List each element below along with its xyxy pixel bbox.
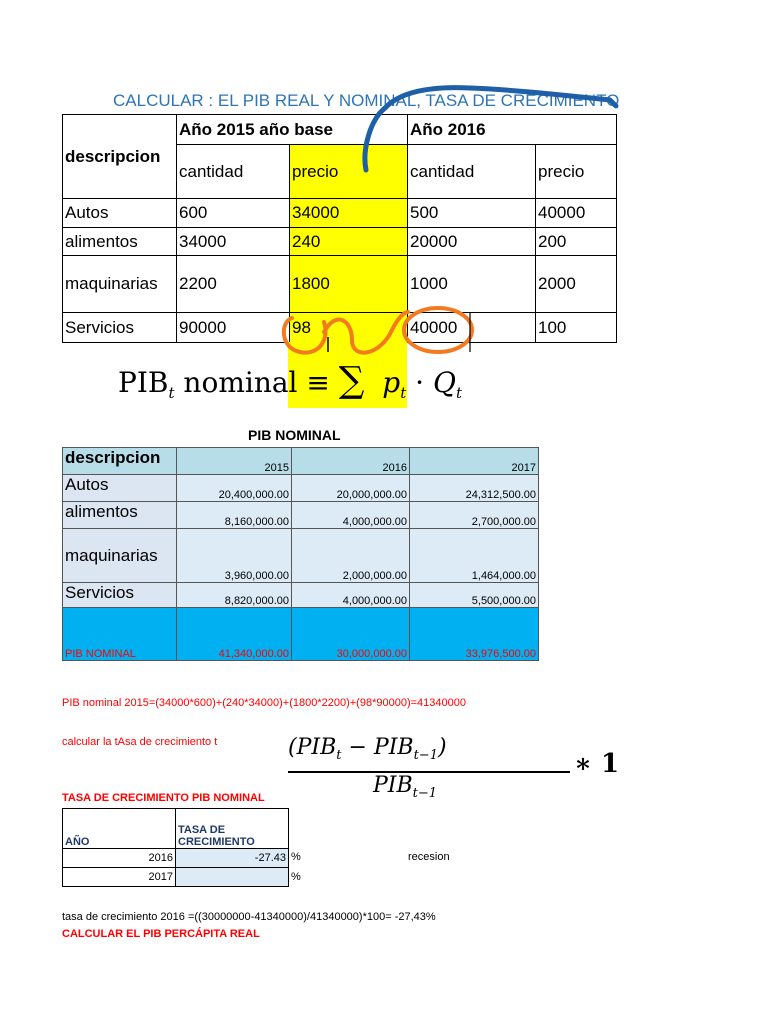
cell: 2,000,000.00 (292, 529, 410, 583)
total-label: PIB NOMINAL (63, 608, 177, 661)
cell: 2200 (177, 256, 290, 313)
formula-nominal: nominal (183, 366, 298, 399)
pib-2015-calculation: PIB nominal 2015=(34000*600)+(240*34000)+(1800*2200)+(98*90000)=41340000 (62, 697, 466, 709)
sub-t1: t−1 (412, 786, 438, 801)
recesion-label: recesion (408, 851, 450, 863)
header-year: 2015 (177, 448, 292, 475)
pib-nominal-title: PIB NOMINAL (248, 427, 341, 443)
table-row (63, 502, 539, 529)
total-row (63, 608, 539, 661)
formula-q: Q (432, 366, 456, 399)
growth-rate-formula (288, 735, 628, 805)
calc-tasa-label: calcular la tAsa de crecimiento t (62, 736, 218, 748)
num-pib: (PIB (288, 735, 337, 760)
formula-pib: PIB (118, 366, 169, 399)
pib-nominal-table (62, 447, 539, 661)
formula-sub-t: t (455, 384, 462, 402)
row-label: alimentos (63, 228, 177, 256)
formula-sub-t: t (400, 384, 407, 402)
cell: 2,700,000.00 (410, 502, 539, 529)
table-row (63, 868, 289, 887)
formula-numerator (288, 735, 447, 763)
cell: 240 (290, 228, 408, 256)
cell: 8,160,000.00 (177, 502, 292, 529)
year-cell: 2016 (63, 849, 176, 868)
year-cell: 2017 (63, 868, 176, 887)
rate-cell (176, 868, 289, 887)
row-label: maquinarias (63, 256, 177, 313)
blue-pen-stroke (365, 88, 616, 170)
sub-t1: t−1 (413, 748, 438, 763)
row-label: Servicios (63, 583, 177, 608)
sub-cantidad-2016: cantidad (408, 145, 536, 199)
cell: 40000 (408, 313, 536, 343)
cell: 2000 (536, 256, 617, 313)
cell: 4,000,000.00 (292, 502, 410, 529)
formula-sum: ∑ (338, 360, 365, 401)
formula-equiv: ≡ (306, 366, 330, 399)
cell: 3,960,000.00 (177, 529, 292, 583)
page-title: CALCULAR : EL PIB REAL Y NOMINAL, TASA DE CRECIMIENTO (113, 91, 620, 110)
cell: 600 (177, 199, 290, 228)
den-pib: PIB (373, 773, 413, 798)
cell: 24,312,500.00 (410, 475, 539, 502)
row-label: Autos (63, 475, 177, 502)
total-cell: 41,340,000.00 (177, 608, 292, 661)
row-label: Autos (63, 199, 177, 228)
cell: 20000 (408, 228, 536, 256)
cell: 40000 (536, 199, 617, 228)
header-descripcion: descripcion (63, 115, 177, 199)
cell: 20,400,000.00 (177, 475, 292, 502)
total-cell: 30,000,000.00 (292, 608, 410, 661)
cell: 5,500,000.00 (410, 583, 539, 608)
num-minus-pib: − PIB (341, 735, 414, 760)
tasa-title: TASA DE CRECIMIENTO PIB NOMINAL (62, 792, 265, 804)
cell: 500 (408, 199, 536, 228)
header-2015: Año 2015 año base (177, 115, 408, 145)
num-close: ) (437, 735, 447, 760)
header-descripcion: descripcion (63, 448, 177, 475)
table-row (63, 849, 289, 868)
cell: 1,464,000.00 (410, 529, 539, 583)
header-year: 2017 (410, 448, 539, 475)
header-year: AÑO (63, 809, 176, 849)
table-row (63, 529, 539, 583)
cell: 20,000,000.00 (292, 475, 410, 502)
sub-precio-2015: precio (290, 145, 408, 199)
percent-symbol: % (291, 871, 301, 883)
cell: 98 (290, 313, 408, 343)
row-label: Servicios (63, 313, 177, 343)
pib-percapita-label: CALCULAR EL PIB PERCÁPITA REAL (62, 928, 260, 940)
orange-circle-40000 (404, 308, 472, 352)
table-row (63, 583, 539, 608)
header-year: 2016 (292, 448, 410, 475)
table-row (63, 475, 539, 502)
header-2016: Año 2016 (408, 115, 617, 145)
cell: 4,000,000.00 (292, 583, 410, 608)
cell: 1000 (408, 256, 536, 313)
orange-circle-98 (284, 318, 326, 353)
cell: 90000 (177, 313, 290, 343)
formula-dot: · (415, 366, 425, 399)
total-cell: 33,976,500.00 (410, 608, 539, 661)
formula-denominator (373, 773, 437, 801)
header-rate: TASA DE CRECIMIENTO (176, 809, 289, 849)
cell: 200 (536, 228, 617, 256)
formula-sub-t: t (168, 384, 175, 402)
row-label: maquinarias (63, 529, 177, 583)
growth-rate-table (62, 808, 289, 887)
times-one: ∗ 1 (574, 749, 620, 779)
cell: 8,820,000.00 (177, 583, 292, 608)
rate-cell: -27.43 (176, 849, 289, 868)
row-label: alimentos (63, 502, 177, 529)
cell: 34000 (177, 228, 290, 256)
sub-t: t (336, 748, 342, 763)
sub-cantidad-2015: cantidad (177, 145, 290, 199)
cell: 34000 (290, 199, 408, 228)
orange-wave (324, 312, 408, 353)
sub-precio-2016: precio (536, 145, 617, 199)
tasa-2016-calculation: tasa de crecimiento 2016 =((30000000-41340000)/41340000)*100= -27,43% (62, 911, 436, 923)
percent-symbol: % (291, 851, 301, 863)
cell: 1800 (290, 256, 408, 313)
formula-p: p (382, 366, 401, 399)
cell: 100 (536, 313, 617, 343)
